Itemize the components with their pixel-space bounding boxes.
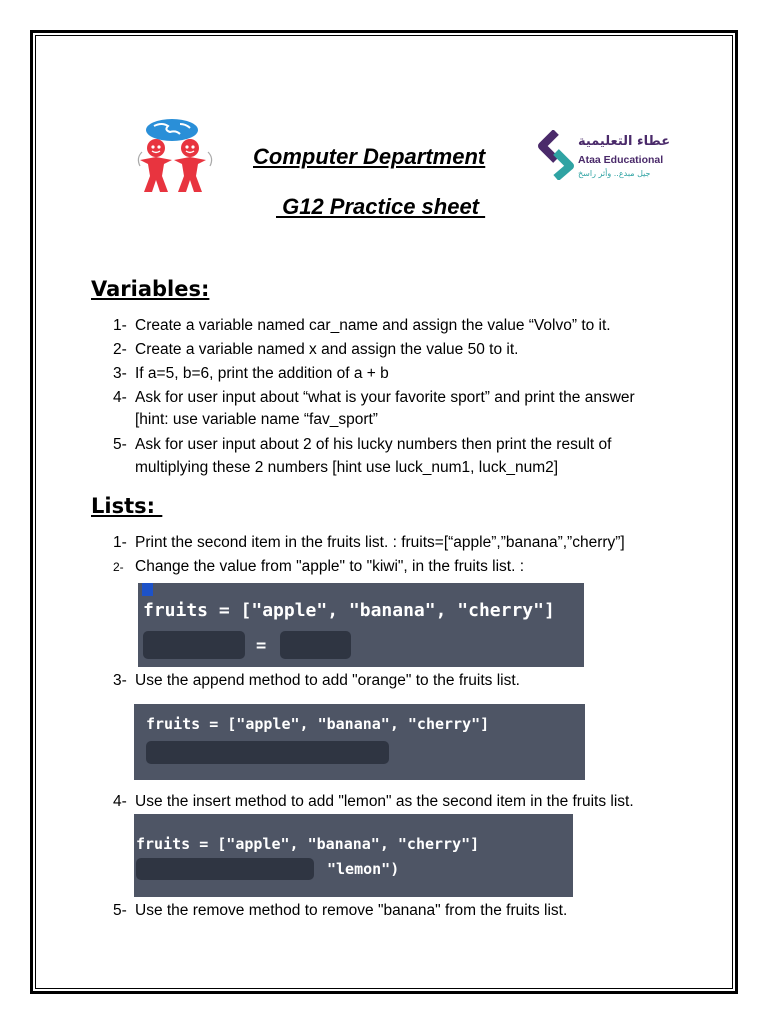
item-number: 1- <box>113 534 127 551</box>
text-cursor <box>142 583 153 596</box>
answer-blank[interactable] <box>143 631 245 659</box>
code-line: fruits = ["apple", "banana", "cherry"] <box>146 715 490 733</box>
list-item <box>113 315 611 337</box>
list-item <box>113 363 389 385</box>
ataa-educational-logo <box>538 128 671 184</box>
item-text: Use the remove method to remove "banana" from the fruits list. <box>135 902 568 919</box>
list-item <box>113 556 524 578</box>
item-number: 1- <box>113 317 127 334</box>
item-number: 3- <box>113 365 127 382</box>
item-text: Ask for user input about “what is your favorite sport” and print the answer <box>135 389 635 406</box>
school-logo <box>134 116 218 196</box>
answer-blank[interactable] <box>280 631 351 659</box>
list-item <box>113 670 520 692</box>
answer-blank[interactable] <box>146 741 389 764</box>
code-line-tail: "lemon") <box>327 860 400 878</box>
item-text-continued: [hint: use variable name “fav_sport” <box>135 411 378 428</box>
page-subtitle: G12 Practice sheet <box>276 194 486 219</box>
code-line: fruits = ["apple", "banana", "cherry"] <box>136 835 480 853</box>
list-item <box>113 387 635 409</box>
ataa-logo-mark-icon <box>538 130 574 180</box>
lists-heading: Lists: <box>91 494 163 518</box>
item-number: 4- <box>113 793 127 810</box>
list-item <box>113 791 634 813</box>
code-block-append <box>134 704 585 780</box>
item-text: Change the value from "apple" to "kiwi", in the fruits list. : <box>135 558 525 575</box>
item-text: Use the insert method to add "lemon" as the second item in the fruits list. <box>135 793 634 810</box>
item-number: 4- <box>113 389 127 406</box>
ataa-arabic-name: عطاء التعليمية <box>578 134 671 149</box>
item-text: If a=5, b=6, print the addition of a + b <box>135 365 389 382</box>
item-number: 2- <box>113 341 127 358</box>
list-item <box>113 339 518 361</box>
list-item <box>113 532 625 554</box>
item-number: 5- <box>113 902 127 919</box>
ataa-arabic-tagline: جيل مبدع.. وأثر راسخ <box>578 169 651 178</box>
code-block-insert <box>134 814 573 897</box>
item-text: Print the second item in the fruits list. : fruits=[“apple”,”banana”,”cherry”] <box>135 534 625 551</box>
item-number: 3- <box>113 672 127 689</box>
item-text: Create a variable named car_name and assign the value “Volvo” to it. <box>135 317 611 334</box>
variables-heading: Variables: <box>91 277 210 301</box>
item-text: Create a variable named x and assign the value 50 to it. <box>135 341 519 358</box>
item-number: 2- <box>113 560 124 574</box>
ataa-english-name: Ataa Educational <box>578 154 664 166</box>
two-children-globe-icon <box>134 116 218 196</box>
answer-blank[interactable] <box>136 858 314 880</box>
list-item <box>113 434 611 456</box>
item-number: 5- <box>113 436 127 453</box>
code-block-change <box>138 583 584 667</box>
equals-sign: = <box>256 636 267 656</box>
list-item <box>113 900 567 922</box>
code-line: fruits = ["apple", "banana", "cherry"] <box>143 600 555 621</box>
item-text-continued: multiplying these 2 numbers [hint use luck_num1, luck_num2] <box>135 459 559 476</box>
item-text: Ask for user input about 2 of his lucky numbers then print the result of <box>135 436 612 453</box>
page-title: Computer Department <box>253 144 486 169</box>
item-text: Use the append method to add "orange" to the fruits list. <box>135 672 520 689</box>
